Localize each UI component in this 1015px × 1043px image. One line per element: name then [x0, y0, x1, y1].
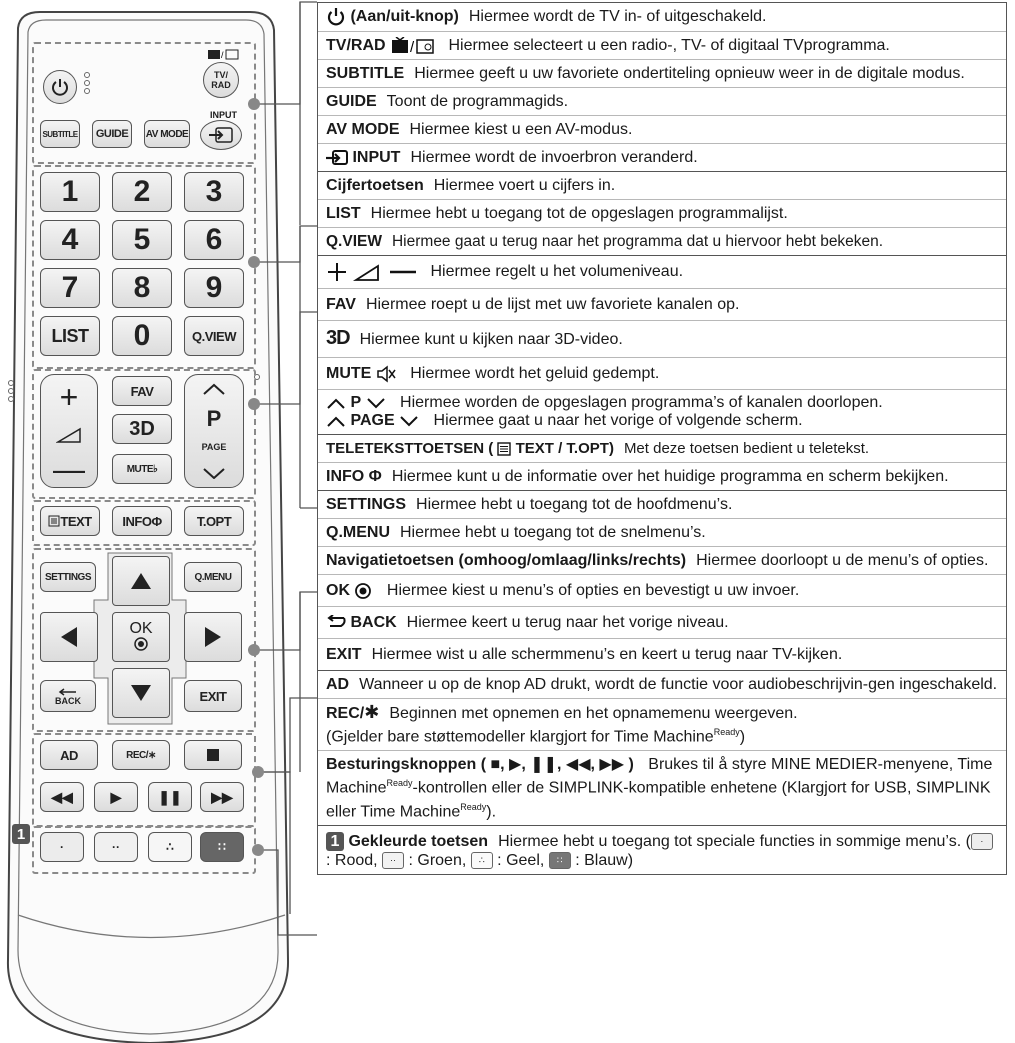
mute-button[interactable]: [112, 454, 172, 484]
threed-description: Hiermee kunt u kijken naar 3D-video.: [359, 331, 623, 348]
volume-description: Hiermee regelt u het volumeniveau.: [430, 263, 684, 281]
row-guide: [318, 88, 1006, 116]
info-description: Hiermee kunt u de informatie over het huidige programma en scherm bekijken.: [391, 468, 949, 485]
ad-description: Wanneer u op de knop AD drukt, wordt de functie voor audiobeschrijvin-gen ingeschakeld.: [359, 676, 998, 693]
back-icon: [326, 615, 346, 631]
teletext-description: Met deze toetsen bedient u teletekst.: [623, 440, 870, 457]
color-keys-badge: 1: [12, 824, 30, 844]
row-volume: [318, 256, 1006, 289]
green-key-button[interactable]: [94, 832, 138, 862]
tvrad-key-label: TV/RAD: [326, 37, 386, 54]
row-tvrad: [318, 32, 1006, 60]
down-arrow-icon: [129, 683, 153, 703]
numbers-description: Hiermee voert u cijfers in.: [433, 177, 616, 194]
channel-rocker[interactable]: [184, 374, 244, 488]
rewind-button[interactable]: [40, 782, 84, 812]
back-button[interactable]: [40, 680, 96, 712]
down-chevron-icon: [366, 397, 386, 409]
qmenu-button[interactable]: [184, 562, 242, 592]
page-key-label: PAGE: [350, 412, 395, 429]
threed-button[interactable]: [112, 414, 172, 444]
svg-text:/: /: [221, 50, 224, 60]
info-icon: Φ: [151, 513, 162, 529]
row-mute: [318, 358, 1006, 390]
subtitle-button[interactable]: [40, 120, 80, 148]
blue-label: Blauw: [584, 851, 628, 869]
mute-icon: ♭: [153, 463, 158, 475]
avmode-description: Hiermee kiest u een AV-modus.: [409, 121, 633, 138]
tv-rad-button[interactable]: [203, 62, 239, 98]
row-fav: [318, 289, 1006, 321]
control-key-label: Besturingsknoppen: [326, 756, 477, 774]
rewind-icon: ◀◀: [51, 788, 73, 805]
row-input: [318, 144, 1006, 171]
number-button-4[interactable]: [40, 220, 100, 260]
subtitle-label: SUBTITLE: [42, 129, 78, 139]
subtitle-key-label: SUBTITLE: [326, 65, 405, 82]
braille-dots: [84, 70, 94, 96]
row-info: [318, 463, 1006, 490]
number-button-1[interactable]: [40, 172, 100, 212]
guide-description: Toont de programmagids.: [386, 93, 569, 110]
info-icon: Φ: [368, 468, 382, 485]
tv-radio-icon: [207, 48, 239, 60]
down-chevron-icon: [399, 415, 419, 427]
number-7-label: 7: [61, 271, 79, 304]
tv-radio-icon: [390, 37, 434, 55]
yellow-key-button[interactable]: [148, 832, 192, 862]
input-icon: [326, 150, 348, 166]
avmode-key-label: AV MODE: [326, 121, 400, 138]
guide-button[interactable]: [92, 120, 132, 148]
rec-label: REC/∗: [126, 749, 156, 761]
row-exit: [318, 639, 1006, 670]
svg-text:/: /: [410, 38, 415, 55]
row-back: [318, 607, 1006, 639]
pchan-description: Hiermee worden de opgeslagen programma’s of kanalen doorlopen.: [400, 394, 883, 411]
p-key-label: P: [350, 394, 362, 411]
page-label: PAGE: [201, 442, 227, 452]
right-arrow-icon: [203, 625, 223, 649]
ok-key-label: OK: [326, 582, 350, 599]
control-icons: ■, ▶, ❚❚, ◀◀, ▶▶: [490, 756, 625, 774]
down-arrow-button[interactable]: [112, 668, 170, 718]
row-power: [318, 3, 1006, 32]
volume-down-icon: —: [53, 451, 85, 487]
row-numbers: [318, 172, 1006, 200]
power-icon: [326, 7, 346, 27]
up-arrow-button[interactable]: [112, 556, 170, 606]
fast-forward-button[interactable]: [200, 782, 244, 812]
rec-button[interactable]: [112, 740, 170, 770]
section-colored-group: [318, 826, 1006, 874]
info-button[interactable]: [112, 506, 172, 536]
row-settings: [318, 491, 1006, 519]
number-button-8[interactable]: [112, 268, 172, 308]
number-1-label: 1: [61, 175, 79, 208]
channel-up-icon: [202, 383, 226, 395]
rec-key-label: REC/: [326, 705, 365, 722]
numbers-key-label: Cijfertoetsen: [326, 177, 424, 194]
section-playback-group: [318, 671, 1006, 826]
stop-icon: [207, 749, 219, 761]
row-control: Besturingsknoppen ( ■, ▶, ❚❚, ◀◀, ▶▶ ) Brukes til å styre MINE MEDIER-menyene, Time Machine$^{Ready}$-kontrollen eller de SIMPLINK-kompatible enhetene (Klargjort for USB, SIMPLINK eller Time Machine$^{Ready}$).: [326, 756, 993, 820]
rec-note-sup: Ready: [713, 727, 740, 737]
up-chevron-icon: [326, 397, 346, 409]
qmenu-key-label: Q.MENU: [326, 524, 390, 541]
ok-icon: [354, 582, 372, 600]
topt-button[interactable]: [184, 506, 244, 536]
row-pchan-page: [318, 390, 1006, 434]
red-key-icon: ·: [971, 833, 993, 850]
guide-label: GUIDE: [95, 128, 129, 140]
text-label: TEXT: [60, 513, 92, 529]
settings-label: SETTINGS: [44, 571, 91, 583]
threed-icon: 3D: [326, 327, 350, 349]
right-arrow-button[interactable]: [184, 612, 242, 662]
red-key-button[interactable]: [40, 832, 84, 862]
section-numbers-group: [318, 172, 1006, 256]
list-label: LIST: [51, 325, 89, 346]
list-key-label: LIST: [326, 205, 361, 222]
page-description: Hiermee gaat u naar het vorige of volgende scherm.: [433, 412, 803, 429]
control-sup-a: Ready: [386, 778, 413, 789]
control-description-a: Brukes til å styre MINE MEDIER-menyene, Time Machine: [326, 756, 993, 797]
play-button[interactable]: [94, 782, 138, 812]
power-description: Hiermee wordt de TV in- of uitgeschakeld.: [468, 8, 767, 26]
settings-description: Hiermee hebt u toegang tot de hoofdmenu’s.: [416, 496, 733, 513]
yellow-key-icon: ∴: [471, 852, 493, 869]
teletext-icon: [497, 442, 511, 456]
description-table: [317, 2, 1007, 875]
ad-key-label: AD: [326, 676, 350, 693]
tv-rad-label-top: TV/: [213, 70, 228, 80]
ad-button[interactable]: [40, 740, 98, 770]
nav-description: Hiermee doorloopt u de menu’s of opties.: [696, 552, 989, 569]
qview-key-label: Q.VIEW: [326, 233, 382, 250]
row-threed: [318, 321, 1006, 358]
number-button-7[interactable]: [40, 268, 100, 308]
yellow-key-dots-icon: ∴: [166, 840, 174, 854]
ok-description: Hiermee kiest u menu’s of opties en bevestigt u uw invoer.: [386, 582, 800, 599]
row-rec: [318, 699, 1006, 751]
section-navigation-group: [318, 491, 1006, 671]
avmode-button[interactable]: [144, 120, 190, 148]
subtitle-description: Hiermee geeft u uw favoriete ondertiteling opnieuw weer in de digitale modus.: [414, 65, 965, 82]
blue-key-button[interactable]: [200, 832, 244, 862]
info-key-label: INFO: [326, 468, 365, 485]
settings-key-label: SETTINGS: [326, 496, 407, 513]
mute-key-label: MUTE: [326, 365, 372, 382]
blue-key-icon: ∷: [549, 852, 571, 869]
mute-icon: [376, 365, 396, 383]
channel-down-icon: [202, 467, 226, 479]
text-button[interactable]: [40, 506, 100, 536]
exit-button[interactable]: [184, 680, 242, 712]
remote-control: [0, 0, 300, 1043]
number-0-label: 0: [133, 319, 151, 352]
up-chevron-icon: [326, 415, 346, 427]
mute-description: Hiermee wordt het geluid gedempt.: [410, 365, 660, 382]
pause-icon: ❚❚: [158, 788, 182, 805]
control-sup-b: Ready: [460, 801, 487, 812]
exit-label: EXIT: [199, 688, 227, 704]
number-button-0[interactable]: [112, 316, 172, 356]
row-teletext: TELETEKSTTOETSEN ( TEXT / T.OPT) Met deze toetsen bedient u teletekst.: [318, 435, 1006, 463]
ok-icon: [133, 636, 149, 652]
row-ok: [318, 575, 1006, 607]
blue-key-dots-icon: ∷: [218, 840, 226, 854]
exit-description: Hiermee wist u alle schermmenu’s en keert u terug naar TV-kijken.: [371, 646, 843, 663]
teletext-icon: [48, 515, 60, 527]
number-9-label: 9: [205, 271, 223, 304]
rec-star-icon: ✱: [364, 702, 380, 722]
qmenu-description: Hiermee hebt u toegang tot de snelmenu’s.: [400, 524, 706, 541]
volume-up-icon: +: [59, 379, 79, 415]
row-list: [318, 200, 1006, 228]
threed-label: 3D: [129, 417, 155, 440]
input-key-label: INPUT: [352, 149, 401, 166]
volume-icon: [56, 427, 82, 443]
ok-button[interactable]: [112, 612, 170, 662]
green-label: Groen: [417, 851, 462, 869]
nav-key-label: Navigatietoetsen (omhoog/omlaag/links/rechts): [326, 552, 687, 569]
fav-description: Hiermee roept u de lijst met uw favoriete kanalen op.: [365, 296, 740, 313]
power-icon: [50, 77, 70, 97]
teletext-key-label: TELETEKSTTOETSEN: [326, 440, 485, 457]
rec-note: (Gjelder bare støttemodeller klargjort for Time Machine: [326, 728, 714, 746]
p-label: P: [206, 406, 222, 431]
section-teletext-group: [318, 435, 1006, 491]
control-close: ).: [486, 802, 497, 820]
rec-note-close: ): [739, 728, 746, 746]
fav-label: FAV: [130, 383, 154, 399]
row-qmenu: [318, 519, 1006, 547]
number-6-label: 6: [205, 223, 223, 256]
section-power-group: [318, 3, 1006, 172]
play-icon: ▶: [110, 788, 122, 805]
fast-forward-icon: ▶▶: [211, 788, 233, 805]
qmenu-label: Q.MENU: [194, 571, 232, 583]
row-qview: [318, 228, 1006, 255]
info-label: INFO: [122, 513, 152, 529]
red-label: Rood: [334, 851, 374, 869]
number-button-6[interactable]: [184, 220, 244, 260]
colored-badge: 1: [326, 832, 344, 851]
fav-button[interactable]: [112, 376, 172, 406]
left-arrow-icon: [59, 625, 79, 649]
topt-label: T.OPT: [196, 513, 232, 529]
section-volume-group: [318, 256, 1006, 435]
tv-rad-label-bottom: RAD: [211, 80, 231, 90]
exit-key-label: EXIT: [326, 646, 362, 663]
number-4-label: 4: [61, 223, 79, 256]
stop-button[interactable]: [184, 740, 242, 770]
list-button[interactable]: [40, 316, 100, 356]
input-description: Hiermee wordt de invoerbron veranderd.: [410, 149, 698, 166]
volume-icons: [326, 262, 426, 282]
power-key-label: (Aan/uit-knop): [350, 8, 459, 26]
colored-key-label: Gekleurde toetsen: [348, 832, 489, 850]
qview-button[interactable]: [184, 316, 244, 356]
control-description-b: -kontrollen eller de SIMPLINK-kompatible enhetene (Klargjort for USB, SIMPLINK eller Time Machine: [326, 779, 991, 820]
yellow-label: Geel: [506, 851, 540, 869]
back-description: Hiermee keert u terug naar het vorige niveau.: [406, 614, 729, 631]
back-key-label: BACK: [350, 614, 397, 631]
guide-key-label: GUIDE: [326, 93, 377, 110]
power-button[interactable]: [43, 70, 77, 104]
settings-button[interactable]: [40, 562, 96, 592]
row-colored: 1 Gekleurde toetsen Hiermee hebt u toegang tot speciale functies in sommige menu’s. ( · : Rood, ·· : Groen, ∴ : Geel, ∷ : Blauw): [318, 826, 1006, 874]
up-arrow-icon: [129, 571, 153, 591]
tvrad-description: Hiermee selecteert u een radio-, TV- of digitaal TVprogramma.: [448, 37, 890, 54]
green-key-icon: ··: [382, 852, 404, 869]
qview-label: Q.VIEW: [192, 328, 236, 344]
pause-button[interactable]: [148, 782, 192, 812]
fav-key-label: FAV: [326, 296, 356, 313]
green-key-dots-icon: ··: [112, 840, 120, 854]
braille-dots-left: [8, 378, 18, 404]
ad-label: AD: [60, 747, 78, 763]
qview-description: Hiermee gaat u terug naar het programma dat u hiervoor hebt bekeken.: [391, 233, 884, 250]
number-2-label: 2: [133, 175, 151, 208]
red-key-dots-icon: ·: [60, 840, 64, 854]
number-button-3[interactable]: [184, 172, 244, 212]
number-button-9[interactable]: [184, 268, 244, 308]
row-avmode: [318, 116, 1006, 144]
ok-label: OK: [129, 620, 153, 637]
number-3-label: 3: [205, 175, 223, 208]
mute-label: MUTE: [126, 463, 154, 475]
row-ad: [318, 671, 1006, 699]
colored-description: Hiermee hebt u toegang tot speciale functies in sommige menu’s.: [498, 832, 962, 850]
input-label: INPUT: [210, 110, 237, 120]
left-arrow-button[interactable]: [40, 612, 98, 662]
number-8-label: 8: [133, 271, 151, 304]
volume-rocker[interactable]: [40, 374, 98, 488]
back-label: BACK: [55, 695, 81, 706]
list-description: Hiermee hebt u toegang tot de opgeslagen programmalijst.: [370, 205, 788, 222]
teletext-keys: TEXT / T.OPT: [515, 440, 609, 457]
number-5-label: 5: [133, 223, 151, 256]
row-subtitle: [318, 60, 1006, 88]
row-nav: [318, 547, 1006, 575]
avmode-label: AV MODE: [145, 128, 189, 140]
input-icon: [208, 127, 234, 143]
rec-description: Beginnen met opnemen en het opnamemenu weergeven.: [389, 705, 798, 722]
number-button-5[interactable]: [112, 220, 172, 260]
number-button-2[interactable]: [112, 172, 172, 212]
input-button[interactable]: [200, 120, 242, 150]
back-icon: [58, 687, 78, 697]
